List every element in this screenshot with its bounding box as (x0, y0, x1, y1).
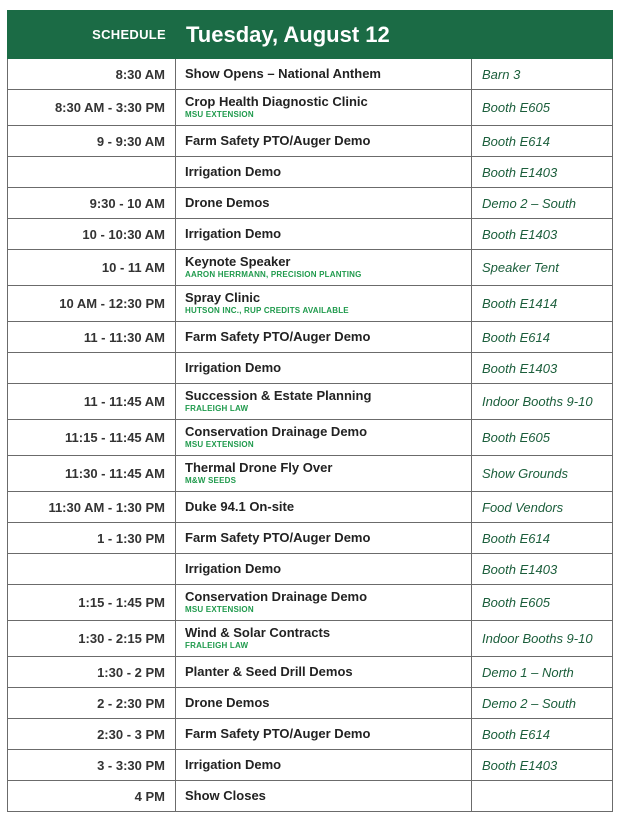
event-title: Spray Clinic (185, 290, 261, 305)
event-cell (176, 585, 472, 621)
event-cell (176, 250, 472, 286)
schedule-row (8, 384, 613, 420)
event-time: 11:30 AM - 1:30 PM (8, 492, 176, 523)
event-cell (176, 353, 472, 384)
event-cell (176, 384, 472, 420)
event-title: Farm Safety PTO/Auger Demo (185, 133, 371, 148)
event-time: 9 - 9:30 AM (8, 126, 176, 157)
event-presenter: HUTSON INC., RUP CREDITS AVAILABLE (185, 306, 349, 315)
event-location: Speaker Tent (472, 250, 613, 286)
schedule-row (8, 657, 613, 688)
event-time: 1:30 - 2:15 PM (8, 621, 176, 657)
event-title: Show Closes (185, 788, 266, 803)
schedule-row (8, 59, 613, 90)
event-location: Booth E614 (472, 322, 613, 353)
schedule-row (8, 621, 613, 657)
event-location: Booth E1403 (472, 157, 613, 188)
event-presenter: FRALEIGH LAW (185, 404, 249, 413)
event-title: Irrigation Demo (185, 561, 282, 576)
event-title: Irrigation Demo (185, 226, 282, 241)
event-presenter: FRALEIGH LAW (185, 641, 249, 650)
event-cell (176, 456, 472, 492)
schedule-row (8, 126, 613, 157)
event-location: Booth E1403 (472, 554, 613, 585)
event-time: 2 - 2:30 PM (8, 688, 176, 719)
event-time: 1 - 1:30 PM (8, 523, 176, 554)
event-location: Demo 1 – North (472, 657, 613, 688)
event-cell (176, 688, 472, 719)
schedule-row (8, 781, 613, 812)
schedule-row (8, 250, 613, 286)
event-location: Booth E1403 (472, 219, 613, 250)
event-cell (176, 523, 472, 554)
event-presenter: MSU EXTENSION (185, 440, 254, 449)
event-time: 11:15 - 11:45 AM (8, 420, 176, 456)
event-title: Thermal Drone Fly Over (185, 460, 333, 475)
event-location (472, 781, 613, 812)
event-location: Demo 2 – South (472, 188, 613, 219)
event-title: Irrigation Demo (185, 360, 282, 375)
schedule-table (7, 10, 613, 812)
event-location: Booth E614 (472, 719, 613, 750)
schedule-row (8, 188, 613, 219)
event-time: 8:30 AM (8, 59, 176, 90)
event-location: Booth E614 (472, 523, 613, 554)
event-title: Conservation Drainage Demo (185, 424, 368, 439)
schedule-row (8, 750, 613, 781)
schedule-row (8, 554, 613, 585)
event-title: Succession & Estate Planning (185, 388, 372, 403)
event-title: Show Opens – National Anthem (185, 66, 381, 81)
event-location: Demo 2 – South (472, 688, 613, 719)
event-title: Farm Safety PTO/Auger Demo (185, 530, 371, 545)
schedule-row (8, 219, 613, 250)
event-time (8, 157, 176, 188)
event-cell (176, 621, 472, 657)
event-location: Booth E605 (472, 420, 613, 456)
schedule-row (8, 90, 613, 126)
event-time: 4 PM (8, 781, 176, 812)
event-title: Crop Health Diagnostic Clinic (185, 94, 368, 109)
event-time: 10 - 10:30 AM (8, 219, 176, 250)
event-cell (176, 492, 472, 523)
event-location: Show Grounds (472, 456, 613, 492)
schedule-row (8, 322, 613, 353)
event-location: Food Vendors (472, 492, 613, 523)
event-title: Drone Demos (185, 695, 270, 710)
event-cell (176, 719, 472, 750)
event-cell (176, 554, 472, 585)
event-location: Booth E1414 (472, 286, 613, 322)
event-time: 8:30 AM - 3:30 PM (8, 90, 176, 126)
event-cell (176, 420, 472, 456)
event-title: Conservation Drainage Demo (185, 589, 368, 604)
event-time: 11:30 - 11:45 AM (8, 456, 176, 492)
schedule-row (8, 286, 613, 322)
schedule-row (8, 585, 613, 621)
event-location: Booth E614 (472, 126, 613, 157)
event-cell (176, 157, 472, 188)
event-time (8, 554, 176, 585)
event-cell (176, 781, 472, 812)
event-cell (176, 286, 472, 322)
event-location: Booth E1403 (472, 353, 613, 384)
event-title: Duke 94.1 On-site (185, 499, 295, 514)
event-cell (176, 219, 472, 250)
schedule-header (8, 11, 613, 59)
event-title: Drone Demos (185, 195, 270, 210)
event-title: Irrigation Demo (185, 164, 282, 179)
event-time: 10 AM - 12:30 PM (8, 286, 176, 322)
event-title: Keynote Speaker (185, 254, 291, 269)
event-time: 10 - 11 AM (8, 250, 176, 286)
event-location: Booth E605 (472, 585, 613, 621)
event-time: 11 - 11:30 AM (8, 322, 176, 353)
schedule-row (8, 688, 613, 719)
schedule-row (8, 719, 613, 750)
event-presenter: AARON HERRMANN, PRECISION PLANTING (185, 270, 362, 279)
event-cell (176, 90, 472, 126)
event-presenter: MSU EXTENSION (185, 605, 254, 614)
event-time: 2:30 - 3 PM (8, 719, 176, 750)
event-presenter: M&W SEEDS (185, 476, 237, 485)
event-cell (176, 750, 472, 781)
event-location: Booth E605 (472, 90, 613, 126)
schedule-row (8, 157, 613, 188)
event-location: Indoor Booths 9-10 (472, 621, 613, 657)
event-cell (176, 126, 472, 157)
schedule-row (8, 523, 613, 554)
event-time: 9:30 - 10 AM (8, 188, 176, 219)
schedule-date: Tuesday, August 12 (176, 11, 613, 59)
event-cell (176, 188, 472, 219)
schedule-row (8, 492, 613, 523)
event-location: Indoor Booths 9-10 (472, 384, 613, 420)
event-title: Planter & Seed Drill Demos (185, 664, 353, 679)
schedule-row (8, 353, 613, 384)
event-time: 11 - 11:45 AM (8, 384, 176, 420)
event-presenter: MSU EXTENSION (185, 110, 254, 119)
event-cell (176, 657, 472, 688)
schedule-label: SCHEDULE (8, 11, 176, 59)
event-time: 1:30 - 2 PM (8, 657, 176, 688)
schedule-row (8, 420, 613, 456)
event-cell (176, 59, 472, 90)
event-title: Farm Safety PTO/Auger Demo (185, 329, 371, 344)
event-title: Farm Safety PTO/Auger Demo (185, 726, 371, 741)
event-time: 1:15 - 1:45 PM (8, 585, 176, 621)
event-cell (176, 322, 472, 353)
event-time: 3 - 3:30 PM (8, 750, 176, 781)
event-title: Irrigation Demo (185, 757, 282, 772)
event-time (8, 353, 176, 384)
event-title: Wind & Solar Contracts (185, 625, 331, 640)
event-location: Barn 3 (472, 59, 613, 90)
schedule-row (8, 456, 613, 492)
event-location: Booth E1403 (472, 750, 613, 781)
